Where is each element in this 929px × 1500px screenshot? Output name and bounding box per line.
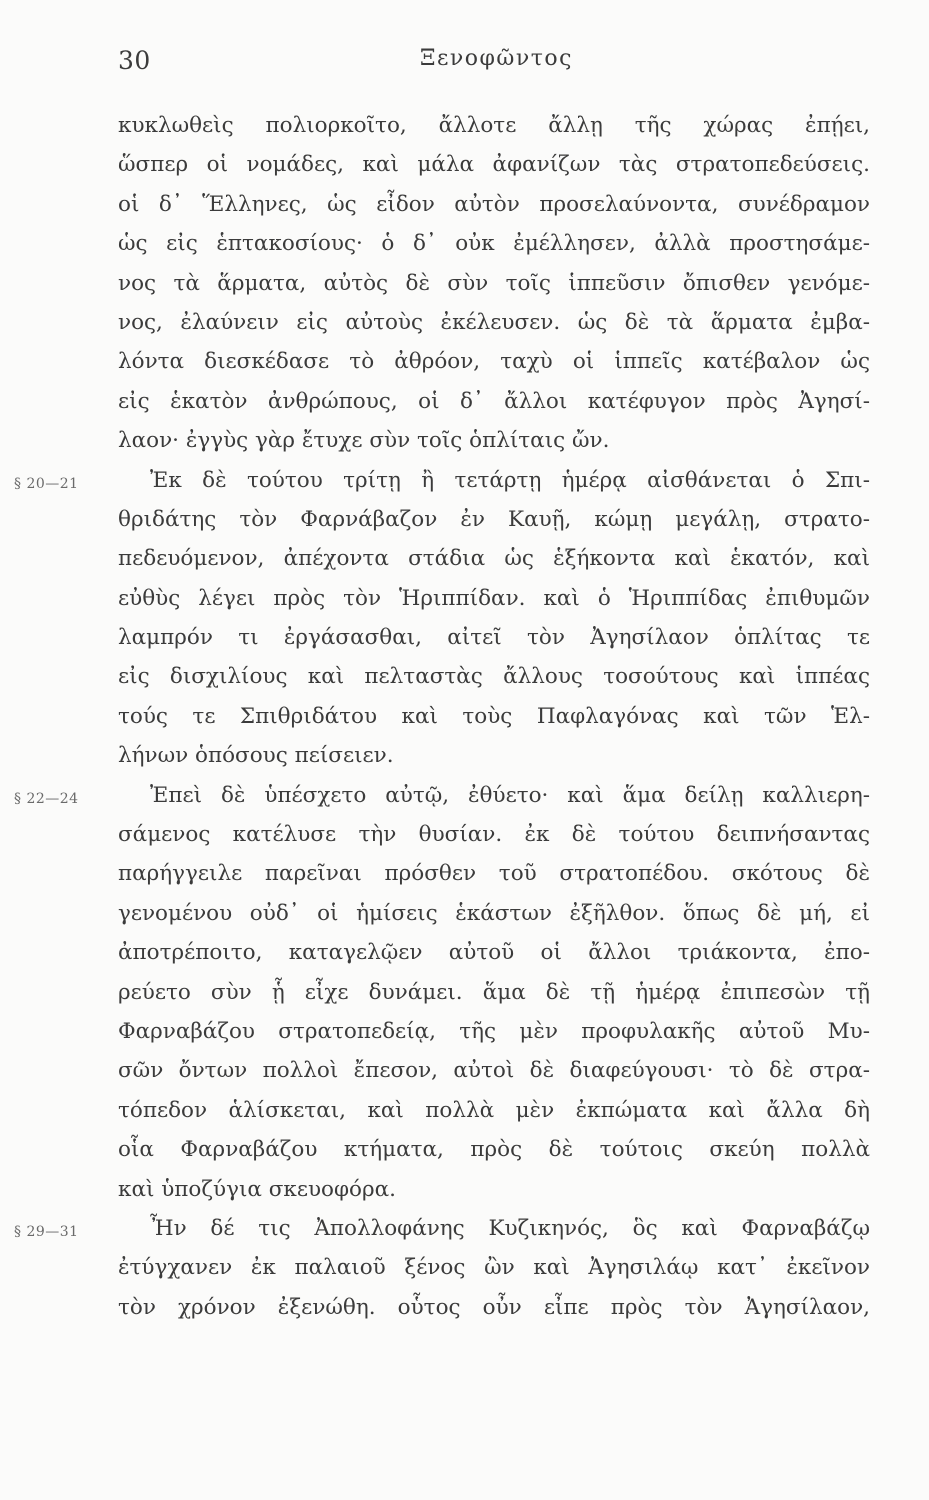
body-text bbox=[118, 106, 870, 1327]
margin-reference: § 29—31 bbox=[14, 1224, 79, 1240]
text-line: τὸν χρόνον ἐξενώθη. οὗτος οὖν εἶπε πρὸς τὸν Ἀγησίλαον, bbox=[118, 1294, 870, 1320]
margin-reference: § 22—24 bbox=[14, 791, 79, 807]
text-line: οἱ δ᾿ Ἕλληνες, ὡς εἶδον αὐτὸν προσελαύνοντα, συνέδραμον bbox=[118, 191, 870, 217]
text-line: Ἦν δέ τις Ἀπολλοφάνης Κυζικηνός, ὃς καὶ Φαρναβάζῳ bbox=[150, 1215, 870, 1241]
text-line: κυκλωθεὶς πολιορκοῖτο, ἄλλοτε ἄλλῃ τῆς χώρας ἐπῄει, bbox=[118, 113, 870, 138]
text-line: τόπεδον ἁλίσκεται, καὶ πολλὰ μὲν ἐκπώματα καὶ ἄλλα δὴ bbox=[118, 1097, 870, 1123]
page-number: 30 bbox=[118, 46, 151, 75]
text-line: γενομένου οὐδ᾿ οἱ ἡμίσεις ἑκάστων ἐξῆλθον. ὅπως δὲ μή, εἰ bbox=[118, 900, 870, 926]
text-line: Ἐπεὶ δὲ ὑπέσχετο αὐτῷ, ἐθύετο· καὶ ἅμα δείλῃ καλλιερη- bbox=[150, 782, 870, 808]
text-line: καὶ ὑποζύγια σκευοφόρα. bbox=[118, 1176, 396, 1202]
text-line: Φαρναβάζου στρατοπεδείᾳ, τῆς μὲν προφυλακῆς αὐτοῦ Μυ- bbox=[118, 1018, 870, 1044]
text-line: εἰς δισχιλίους καὶ πελταστὰς ἄλλους τοσούτους καὶ ἱππέας bbox=[118, 664, 870, 690]
text-line: πεδευόμενον, ἀπέχοντα στάδια ὡς ἑξήκοντα καὶ ἑκατόν, καὶ bbox=[118, 546, 870, 572]
text-line: λαον· ἐγγὺς γὰρ ἔτυχε σὺν τοῖς ὁπλίταις ὤν. bbox=[118, 428, 610, 454]
text-line: παρήγγειλε παρεῖναι πρόσθεν τοῦ στρατοπέδου. σκότους δὲ bbox=[118, 861, 870, 887]
text-line: Ἐκ δὲ τούτου τρίτῃ ἢ τετάρτῃ ἡμέρᾳ αἰσθάνεται ὁ Σπι- bbox=[150, 467, 870, 493]
text-line: τούς τε Σπιθριδάτου καὶ τοὺς Παφλαγόνας καὶ τῶν Ἑλ- bbox=[118, 703, 870, 729]
running-title: Ξενοφῶντος bbox=[420, 46, 573, 71]
text-line: θριδάτης τὸν Φαρνάβαζον ἐν Καυῇ, κώμῃ μεγάλῃ, στρατο- bbox=[118, 506, 870, 532]
text-line: λαμπρόν τι ἐργάσασθαι, αἰτεῖ τὸν Ἀγησίλαον ὁπλίτας τε bbox=[118, 625, 870, 651]
text-line: ὡς εἰς ἑπτακοσίους· ὁ δ᾿ οὐκ ἐμέλλησεν, ἀλλὰ προστησάμε- bbox=[118, 231, 870, 257]
text-line: λήνων ὁπόσους πείσειεν. bbox=[118, 743, 394, 769]
text-line: σῶν ὄντων πολλοὶ ἔπεσον, αὐτοὶ δὲ διαφεύγουσι· τὸ δὲ στρα- bbox=[118, 1058, 870, 1084]
text-line: οἷα Φαρναβάζου κτήματα, πρὸς δὲ τούτοις σκεύη πολλὰ bbox=[118, 1137, 870, 1163]
text-line: ὥσπερ οἱ νομάδες, καὶ μάλα ἀφανίζων τὰς στρατοπεδεύσεις. bbox=[118, 152, 870, 178]
text-line: σάμενος κατέλυσε τὴν θυσίαν. ἐκ δὲ τούτου δειπνήσαντας bbox=[118, 822, 870, 848]
text-line: ἐτύγχανεν ἐκ παλαιοῦ ξένος ὢν καὶ Ἀγησιλάῳ κατ᾿ ἐκεῖνον bbox=[118, 1255, 870, 1281]
text-line: εὐθὺς λέγει πρὸς τὸν Ἡριππίδαν. καὶ ὁ Ἡριππίδας ἐπιθυμῶν bbox=[118, 585, 870, 611]
text-line: νος, ἐλαύνειν εἰς αὐτοὺς ἐκέλευσεν. ὡς δὲ τὰ ἅρματα ἐμβα- bbox=[118, 309, 870, 335]
text-line: εἰς ἑκατὸν ἀνθρώπους, οἱ δ᾿ ἄλλοι κατέφυγον πρὸς Ἀγησί- bbox=[118, 388, 870, 414]
margin-reference: § 20—21 bbox=[14, 476, 79, 492]
text-line: λόντα διεσκέδασε τὸ ἀθρόον, ταχὺ οἱ ἱππεῖς κατέβαλον ὡς bbox=[118, 349, 870, 375]
page-header bbox=[0, 46, 929, 82]
text-line: ἀποτρέποιτο, καταγελῷεν αὐτοῦ οἱ ἄλλοι τριάκοντα, ἐπο- bbox=[118, 940, 870, 966]
text-line: ρεύετο σὺν ᾗ εἶχε δυνάμει. ἅμα δὲ τῇ ἡμέρᾳ ἐπιπεσὼν τῇ bbox=[118, 979, 870, 1005]
text-line: νος τὰ ἅρματα, αὐτὸς δὲ σὺν τοῖς ἱππεῦσιν ὄπισθεν γενόμε- bbox=[118, 270, 870, 296]
